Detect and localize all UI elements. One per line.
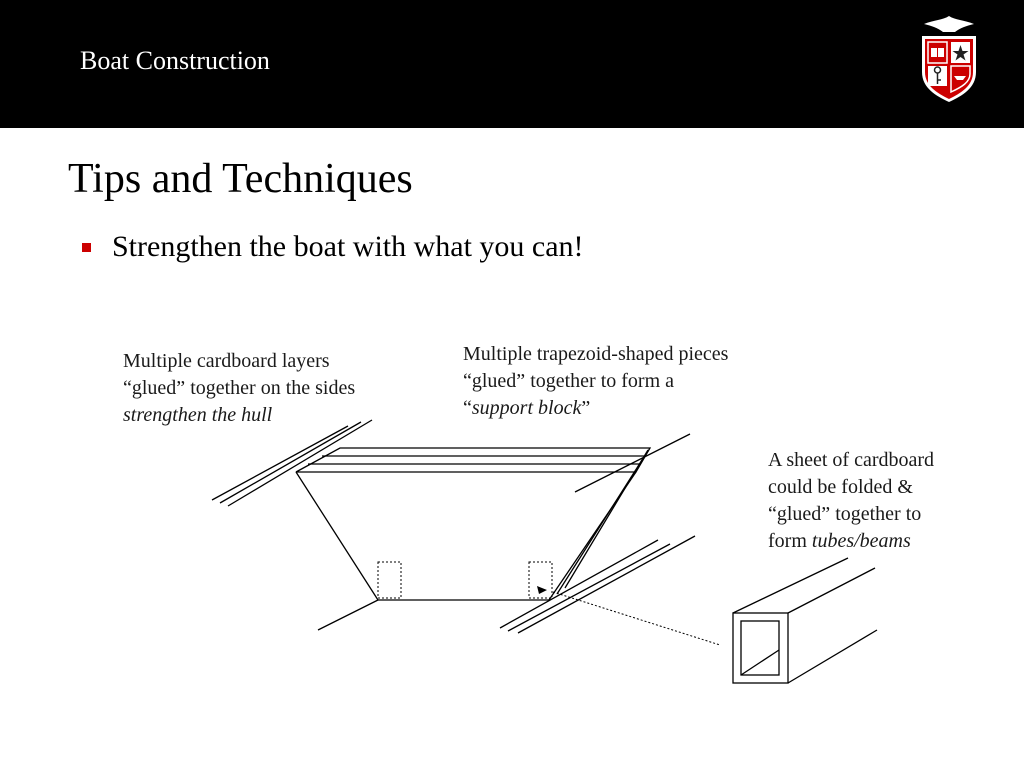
caption-quote-close: ”: [581, 397, 591, 419]
university-crest-icon: [916, 14, 982, 104]
header-title: Boat Construction: [80, 46, 270, 75]
bullet-square-icon: [82, 243, 91, 252]
caption-line: “glued” together to form a: [463, 370, 675, 392]
bullet-item: [82, 230, 584, 264]
hull-layer-line: [508, 544, 670, 631]
slide-header: [0, 0, 1024, 128]
caption-line: “glued” together on the sides: [123, 377, 356, 399]
support-block: [378, 562, 401, 598]
slide-title: Tips and Techniques: [68, 156, 413, 202]
support-block-caption: [463, 341, 728, 422]
caption-line: “glued” together to: [768, 503, 922, 525]
caption-emphasis: tubes/beams: [811, 530, 911, 552]
hull-layer-line: [228, 420, 372, 506]
caption-prefix: form: [768, 530, 812, 552]
caption-emphasis: strengthen the hull: [123, 404, 273, 426]
tube-caption: [768, 447, 934, 555]
caption-line: could be folded &: [768, 476, 913, 498]
beam-inner-face: [741, 621, 779, 675]
hull-layer-line: [500, 540, 658, 628]
hull-left-side: [296, 472, 378, 600]
hull-caption: [123, 348, 355, 429]
hull-top-deck: [296, 448, 650, 472]
bullet-text: Strengthen the boat with what you can!: [112, 230, 584, 263]
caption-line: Multiple cardboard layers: [123, 350, 330, 372]
hull-layer-line: [518, 536, 695, 633]
caption-emphasis: support block: [471, 397, 582, 419]
hull-right-wall: [565, 450, 648, 588]
caption-line: Multiple trapezoid-shaped pieces: [463, 343, 729, 365]
hull-layer-line: [220, 422, 361, 503]
hull-layer-line: [212, 426, 348, 500]
caption-quote-open: “: [463, 397, 472, 419]
caption-line: A sheet of cardboard: [768, 449, 935, 471]
